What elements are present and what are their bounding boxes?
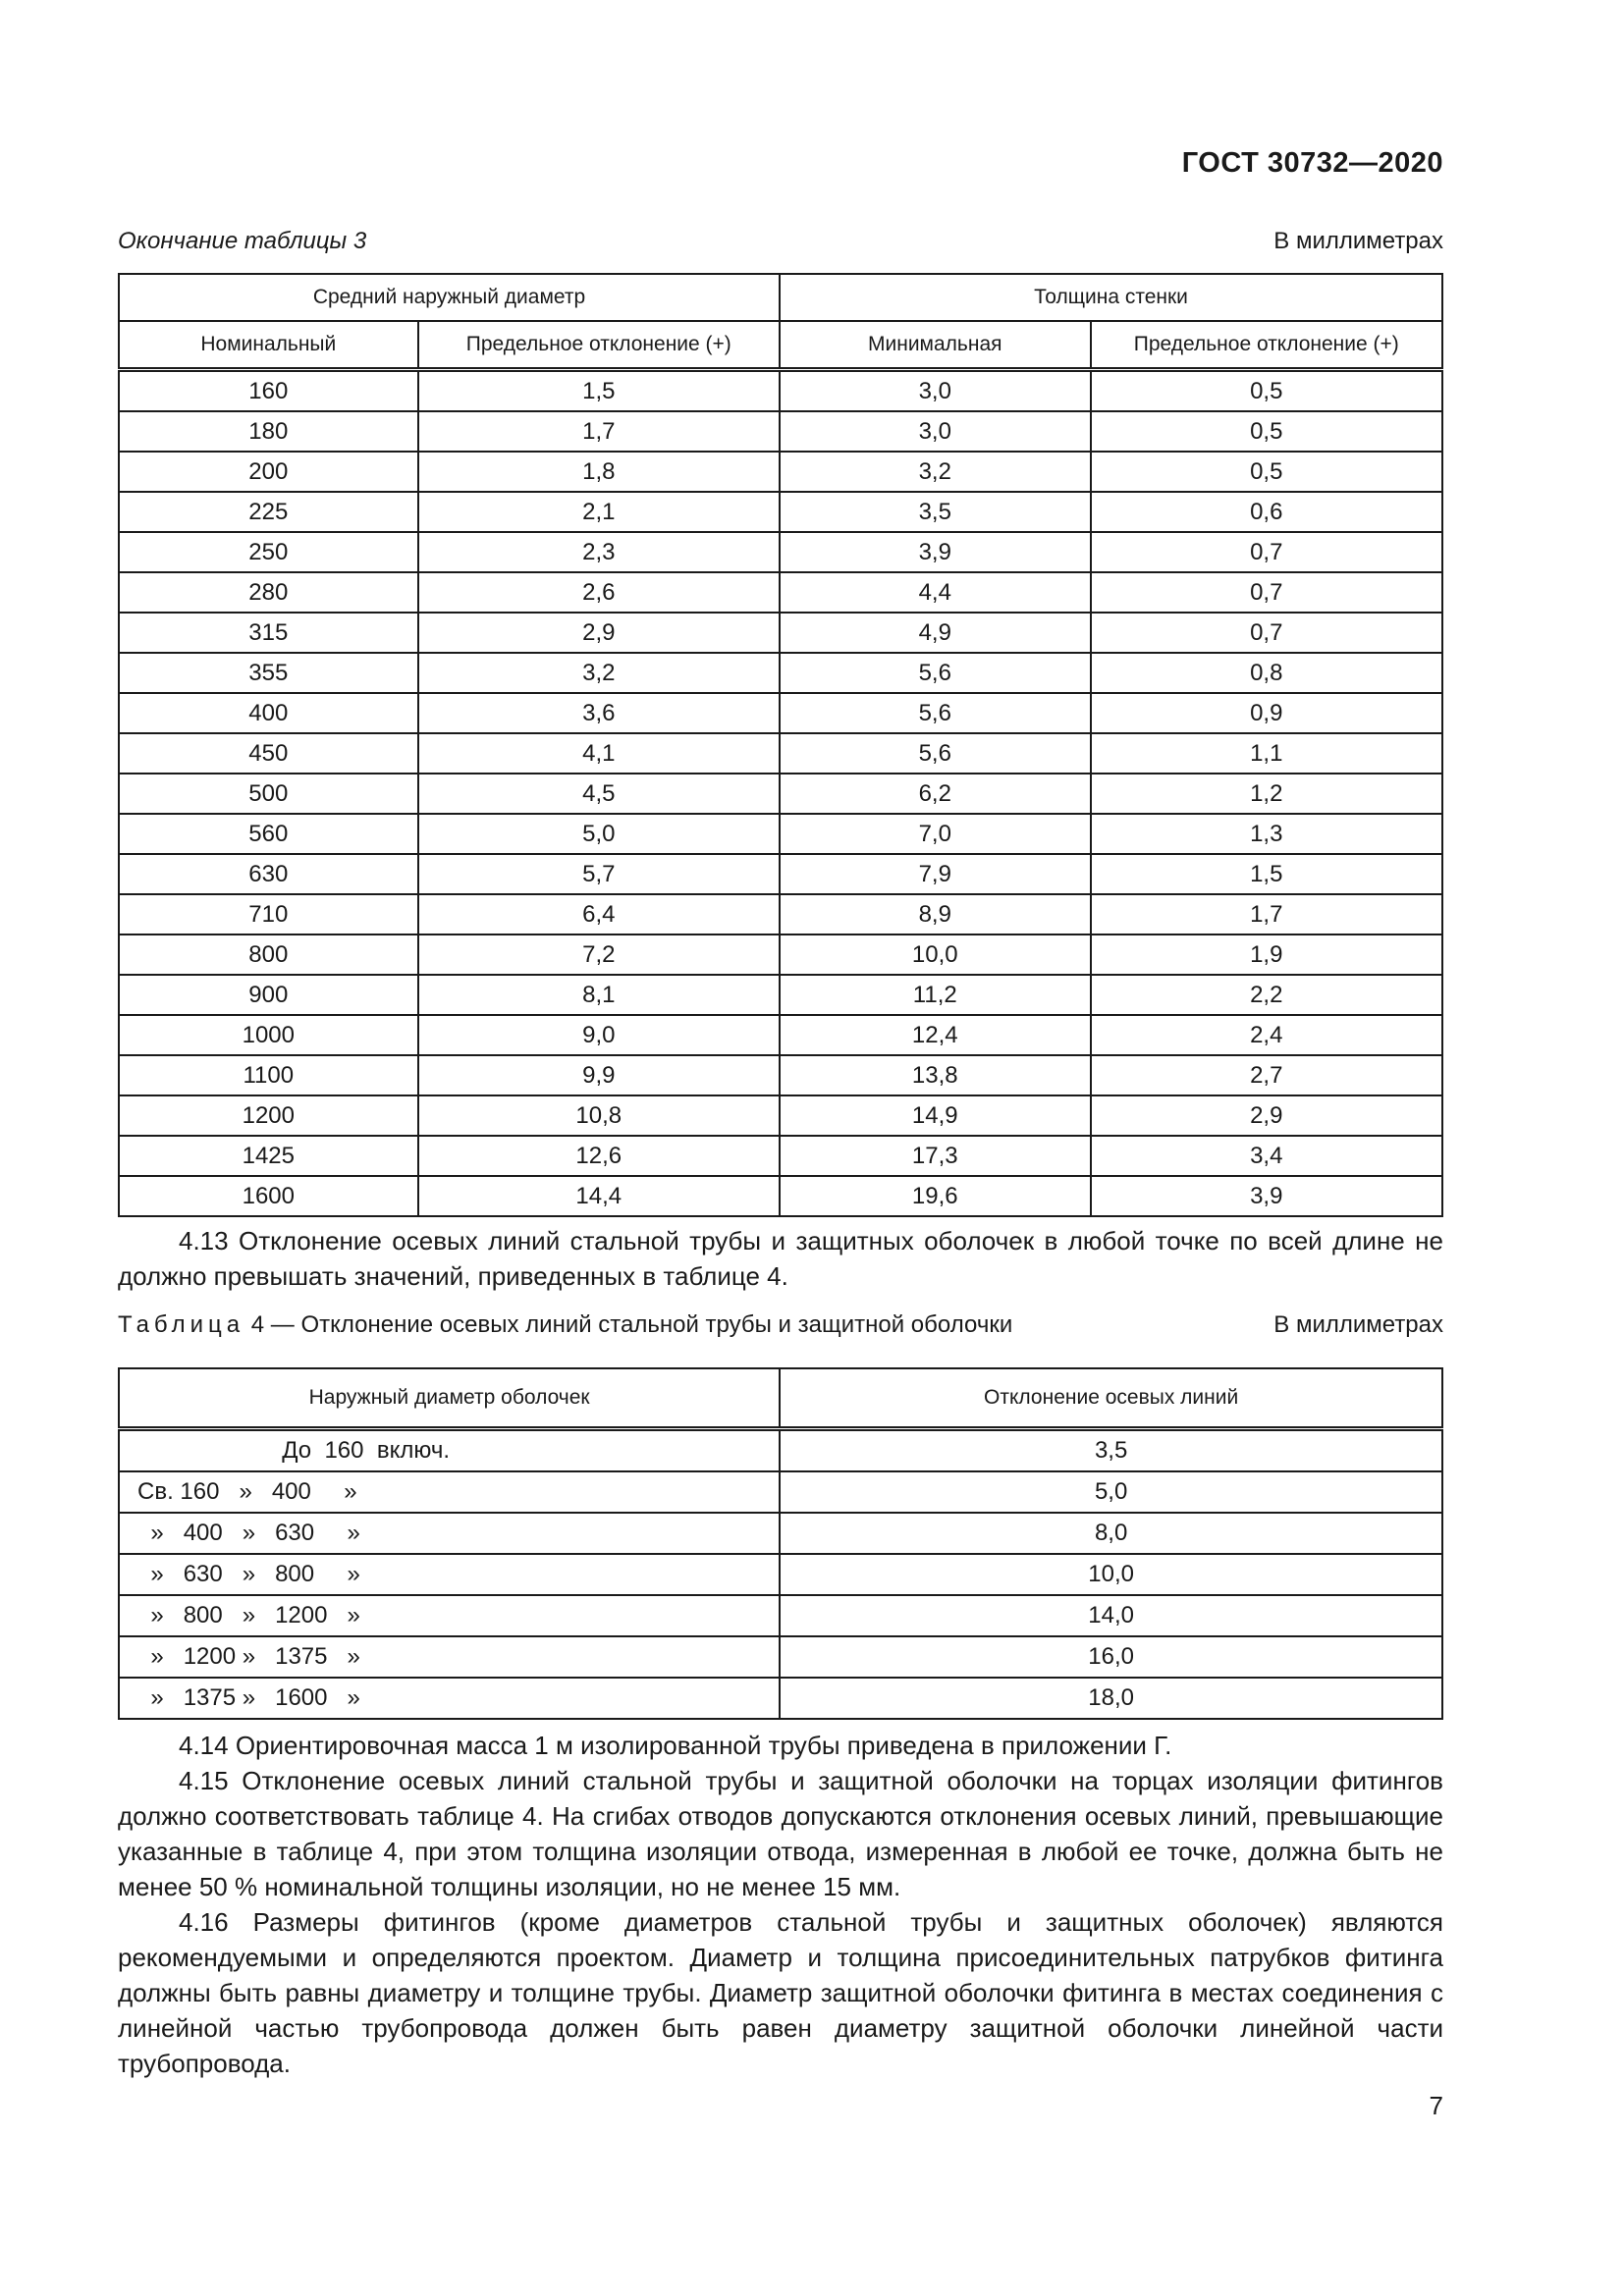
- table-cell: До 160 включ.: [119, 1429, 780, 1472]
- table-cell: 3,2: [418, 653, 780, 693]
- table-row: [119, 1678, 1442, 1719]
- table-cell: 2,6: [418, 572, 780, 613]
- table-cell: 9,0: [418, 1015, 780, 1055]
- table-cell: 0,5: [1091, 370, 1442, 412]
- table-cell: 1,5: [1091, 854, 1442, 894]
- table-cell: 4,9: [780, 613, 1091, 653]
- table-cell: 2,1: [418, 492, 780, 532]
- table-cell: 500: [119, 774, 418, 814]
- table-cell: 10,0: [780, 934, 1091, 975]
- table-cell: » 400 » 630 »: [119, 1513, 780, 1554]
- table-row: [119, 572, 1442, 613]
- table-row: [119, 1429, 1442, 1472]
- table-cell: 17,3: [780, 1136, 1091, 1176]
- table-cell: 8,0: [780, 1513, 1442, 1554]
- table-cell: 7,0: [780, 814, 1091, 854]
- table-cell: 16,0: [780, 1636, 1442, 1678]
- table-row: [119, 492, 1442, 532]
- table-row: [119, 1595, 1442, 1636]
- table-cell: 200: [119, 452, 418, 492]
- table-cell: 19,6: [780, 1176, 1091, 1216]
- table-cell: 12,4: [780, 1015, 1091, 1055]
- table3-col-header: Номинальный: [119, 321, 418, 370]
- table4-units: В миллиметрах: [1273, 1311, 1443, 1338]
- table-cell: 160: [119, 370, 418, 412]
- table-row: [119, 733, 1442, 774]
- table-row: [119, 894, 1442, 934]
- table-cell: 0,9: [1091, 693, 1442, 733]
- table-cell: 0,7: [1091, 613, 1442, 653]
- table-row: [119, 934, 1442, 975]
- table-cell: » 1200 » 1375 »: [119, 1636, 780, 1678]
- table-row: [119, 1055, 1442, 1095]
- table-cell: 10,8: [418, 1095, 780, 1136]
- table-cell: 6,2: [780, 774, 1091, 814]
- page-number: 7: [1429, 2091, 1443, 2120]
- table-cell: 0,7: [1091, 572, 1442, 613]
- document-standard-number: ГОСТ 30732—2020: [1181, 147, 1443, 179]
- table-cell: » 630 » 800 »: [119, 1554, 780, 1595]
- table-cell: 8,1: [418, 975, 780, 1015]
- table-cell: 900: [119, 975, 418, 1015]
- table-cell: 560: [119, 814, 418, 854]
- table-cell: 1000: [119, 1015, 418, 1055]
- table-cell: 14,9: [780, 1095, 1091, 1136]
- table-row: [119, 814, 1442, 854]
- table-cell: 1,2: [1091, 774, 1442, 814]
- paragraph-text: 4.13 Отклонение осевых линий стальной трубы и защитных оболочек в любой точке по всей длине не должно превышать значений, приведенных в таблице 4.: [118, 1226, 1443, 1291]
- table-row: [119, 1513, 1442, 1554]
- table-row: [119, 854, 1442, 894]
- table3-units: В миллиметрах: [1273, 228, 1443, 254]
- table3-col-header: Минимальная: [780, 321, 1091, 370]
- table4-title: 4 — Отклонение осевых линий стальной трубы и защитной оболочки: [250, 1311, 1013, 1338]
- table-cell: 0,7: [1091, 532, 1442, 572]
- table-cell: 250: [119, 532, 418, 572]
- table-cell: 13,8: [780, 1055, 1091, 1095]
- table-cell: 0,5: [1091, 411, 1442, 452]
- table-cell: 280: [119, 572, 418, 613]
- table-cell: 18,0: [780, 1678, 1442, 1719]
- table-cell: 5,0: [418, 814, 780, 854]
- paragraph-4-13: [118, 1223, 1443, 1294]
- table-cell: 0,6: [1091, 492, 1442, 532]
- table-cell: 7,9: [780, 854, 1091, 894]
- table-cell: Св. 160 » 400 »: [119, 1471, 780, 1513]
- table-cell: 800: [119, 934, 418, 975]
- table-cell: 8,9: [780, 894, 1091, 934]
- table3-col-header: Предельное отклонение (+): [418, 321, 780, 370]
- table-cell: 1,7: [1091, 894, 1442, 934]
- paragraph-4-16: 4.16 Размеры фитингов (кроме диаметров стальной трубы и защитных оболочек) являются рекомендуемыми и определяются проектом. Диаметр и толщина присоединительных патрубков фитинга должны быть равны диаметру и толщине трубы. Диаметр защитной оболочки фитинга в местах соединения с линейной частью трубопровода должен быть равен диаметру защитной оболочки линейной части трубопровода.: [118, 1907, 1443, 2078]
- table-row: [119, 411, 1442, 452]
- table-row: [119, 532, 1442, 572]
- table-cell: 4,5: [418, 774, 780, 814]
- table-cell: 4,1: [418, 733, 780, 774]
- table-cell: 225: [119, 492, 418, 532]
- table4-label: Таблица: [118, 1311, 245, 1338]
- table-cell: 2,4: [1091, 1015, 1442, 1055]
- table-cell: 3,2: [780, 452, 1091, 492]
- table-cell: 3,0: [780, 370, 1091, 412]
- table-cell: 1,9: [1091, 934, 1442, 975]
- table-cell: 5,0: [780, 1471, 1442, 1513]
- table-cell: 14,4: [418, 1176, 780, 1216]
- table-cell: 3,9: [1091, 1176, 1442, 1216]
- table-cell: 1100: [119, 1055, 418, 1095]
- table-cell: 400: [119, 693, 418, 733]
- table-cell: 1,1: [1091, 733, 1442, 774]
- table-cell: 2,9: [418, 613, 780, 653]
- table-row: [119, 452, 1442, 492]
- table-cell: 3,9: [780, 532, 1091, 572]
- table-cell: 2,9: [1091, 1095, 1442, 1136]
- table3-caption-row: [118, 228, 1443, 255]
- table-cell: 5,6: [780, 733, 1091, 774]
- table3: [118, 273, 1443, 1217]
- table-row: [119, 1015, 1442, 1055]
- table-cell: 0,8: [1091, 653, 1442, 693]
- table-cell: 1,8: [418, 452, 780, 492]
- table-cell: 9,9: [418, 1055, 780, 1095]
- table4-col-header: Наружный диаметр оболочек: [119, 1368, 780, 1429]
- table-cell: 11,2: [780, 975, 1091, 1015]
- table-row: [119, 1636, 1442, 1678]
- table-cell: 6,4: [418, 894, 780, 934]
- table-cell: 14,0: [780, 1595, 1442, 1636]
- table-cell: » 1375 » 1600 »: [119, 1678, 780, 1719]
- table4-caption-row: [118, 1311, 1443, 1339]
- table-row: [119, 1095, 1442, 1136]
- table-cell: 7,2: [418, 934, 780, 975]
- table-row: [119, 1554, 1442, 1595]
- table-cell: 1200: [119, 1095, 418, 1136]
- table-cell: 4,4: [780, 572, 1091, 613]
- table-cell: 1425: [119, 1136, 418, 1176]
- table-cell: 315: [119, 613, 418, 653]
- table-cell: 12,6: [418, 1136, 780, 1176]
- table-cell: 2,3: [418, 532, 780, 572]
- table3-group-header-wall: Толщина стенки: [780, 274, 1442, 321]
- table-cell: 180: [119, 411, 418, 452]
- table-cell: 3,4: [1091, 1136, 1442, 1176]
- table-row: [119, 370, 1442, 412]
- paragraph-4-14: 4.14 Ориентировочная масса 1 м изолированной трубы приведена в приложении Г.: [179, 1731, 1172, 1760]
- table3-body: [119, 370, 1442, 1217]
- table-cell: 3,5: [780, 492, 1091, 532]
- table-cell: 710: [119, 894, 418, 934]
- table-row: [119, 653, 1442, 693]
- table4: [118, 1367, 1443, 1720]
- table-cell: 2,7: [1091, 1055, 1442, 1095]
- table4-body: [119, 1429, 1442, 1720]
- table-cell: 3,5: [780, 1429, 1442, 1472]
- table3-col-header: Предельное отклонение (+): [1091, 321, 1442, 370]
- table-row: [119, 774, 1442, 814]
- table-cell: 3,6: [418, 693, 780, 733]
- table-cell: 5,6: [780, 693, 1091, 733]
- table-cell: 5,7: [418, 854, 780, 894]
- table3-group-header-diameter: Средний наружный диаметр: [119, 274, 780, 321]
- paragraphs-4-14-to-4-16: [118, 1728, 1443, 2081]
- table-cell: » 800 » 1200 »: [119, 1595, 780, 1636]
- table-row: [119, 975, 1442, 1015]
- table-cell: 1,5: [418, 370, 780, 412]
- table3-caption: Окончание таблицы 3: [118, 228, 367, 254]
- table-cell: 450: [119, 733, 418, 774]
- table-cell: 2,2: [1091, 975, 1442, 1015]
- table4-caption: [118, 1311, 1012, 1339]
- table-cell: 1600: [119, 1176, 418, 1216]
- table-cell: 10,0: [780, 1554, 1442, 1595]
- table-cell: 1,3: [1091, 814, 1442, 854]
- paragraph-4-15: 4.15 Отклонение осевых линий стальной трубы и защитной оболочки на торцах изоляции фитингов должно соответствовать таблице 4. На сгибах отводов допускаются отклонения осевых линий, превышающие указанные в таблице 4, при этом толщина изоляции отвода, измеренная в любой ее точке, должна быть не менее 50 % номинальной толщины изоляции, но не менее 15 мм.: [118, 1766, 1443, 1901]
- table-row: [119, 1176, 1442, 1216]
- table-cell: 1,7: [418, 411, 780, 452]
- table-row: [119, 1136, 1442, 1176]
- table-cell: 355: [119, 653, 418, 693]
- table-row: [119, 613, 1442, 653]
- table-cell: 0,5: [1091, 452, 1442, 492]
- table-cell: 5,6: [780, 653, 1091, 693]
- table-cell: 3,0: [780, 411, 1091, 452]
- table-row: [119, 1471, 1442, 1513]
- table-cell: 630: [119, 854, 418, 894]
- table-row: [119, 693, 1442, 733]
- table4-col-header: Отклонение осевых линий: [780, 1368, 1442, 1429]
